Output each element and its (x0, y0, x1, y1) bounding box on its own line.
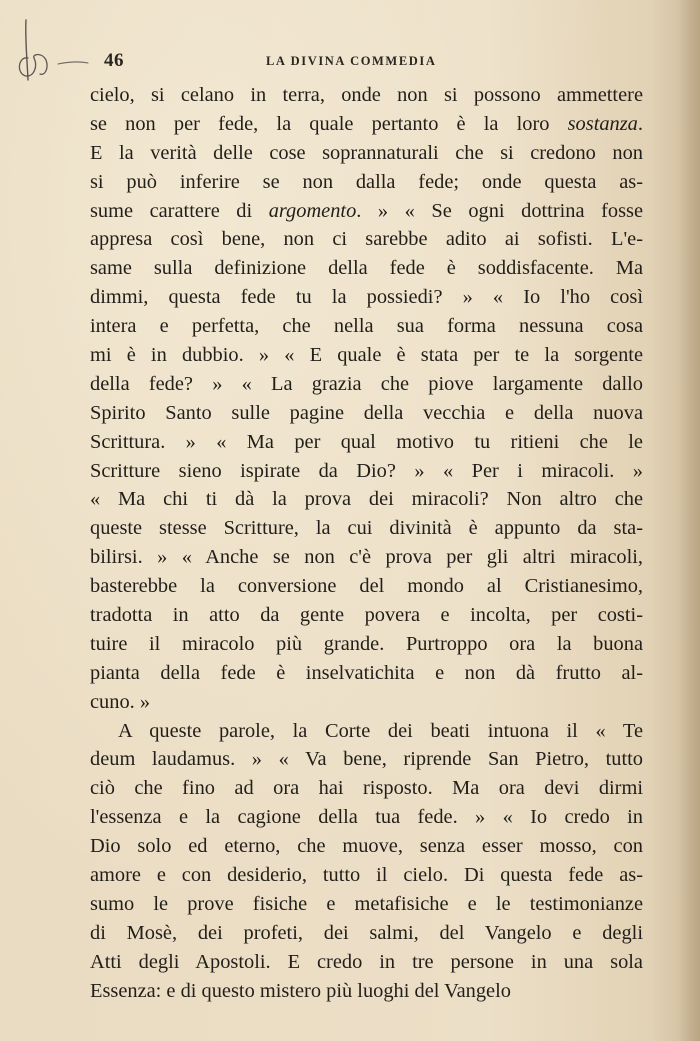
page-number: 46 (104, 50, 124, 71)
text-line: « Ma chi ti dà la prova dei miracoli? Non altro che (90, 488, 643, 511)
text-line: intera e perfetta, che nella sua forma nessuna cosa (90, 315, 643, 338)
running-title: LA DIVINA COMMEDIA (266, 54, 437, 68)
text-line: della fede? » « La grazia che piove largamente dallo (90, 372, 643, 395)
text-line: E la verità delle cose soprannaturali che si credono non (90, 141, 643, 164)
text-line: sumo le prove fisiche e metafisiche e le testimonianze (90, 892, 643, 915)
text-line: ciò che fino ad ora hai risposto. Ma ora devi dirmi (90, 777, 643, 800)
paragraph (90, 81, 643, 717)
text-line: Scritture sieno ispirate da Dio? » « Per i miracoli. » (90, 459, 643, 482)
text-line: basterebbe la conversione del mondo al Cristianesimo, (90, 575, 643, 598)
text-line: cuno. » (90, 690, 151, 713)
text-line: mi è in dubbio. » « E quale è stata per te la sorgente (90, 344, 643, 367)
text-line: Spirito Santo sulle pagine della vecchia e della nuova (90, 401, 643, 424)
text-line: A queste parole, la Corte dei beati intuona il « Te (118, 719, 643, 742)
handwritten-pencil-mark-icon (12, 18, 102, 88)
text-line: di Mosè, dei profeti, dei salmi, del Vangelo e degli (90, 921, 643, 944)
text-line: se non per fede, la quale pertanto è la loro sostanza. (90, 112, 643, 135)
running-header (90, 50, 645, 74)
text-line: tradotta in atto da gente povera e incolta, per costi- (90, 604, 643, 627)
text-line: l'essenza e la cagione della tua fede. » « Io credo in (90, 806, 643, 829)
text-line: Atti degli Apostoli. E credo in tre persone in una sola (90, 950, 643, 973)
text-line: Essenza: e di questo mistero più luoghi del Vangelo (90, 979, 511, 1002)
paragraph (90, 717, 643, 1006)
text-line: same sulla definizione della fede è soddisfacente. Ma (90, 257, 643, 280)
text-line: deum laudamus. » « Va bene, riprende San Pietro, tutto (90, 748, 643, 771)
text-line: bilirsi. » « Anche se non c'è prova per gli altri miracoli, (90, 546, 643, 569)
text-line: pianta della fede è inselvatichita e non dà frutto al- (90, 661, 643, 684)
text-line: appresa così bene, non ci sarebbe adito ai sofisti. L'e- (90, 228, 643, 251)
text-line: queste stesse Scritture, la cui divinità è appunto da sta- (90, 517, 643, 540)
text-line: amore e con desiderio, tutto il cielo. Di questa fede as- (90, 864, 643, 887)
text-line: Dio solo ed eterno, che muove, senza esser mosso, con (90, 835, 643, 858)
text-line: dimmi, questa fede tu la possiedi? » « Io l'ho così (90, 286, 643, 309)
text-line: tuire il miracolo più grande. Purtroppo ora la buona (90, 632, 643, 655)
text-line: cielo, si celano in terra, onde non si possono ammettere (90, 84, 643, 106)
body-text (90, 81, 643, 1006)
page-edge-shadow (678, 0, 700, 1041)
text-line: sume carattere di argomento. » « Se ogni dottrina fosse (90, 199, 643, 222)
text-line: Scrittura. » « Ma per qual motivo tu ritieni che le (90, 430, 643, 453)
text-line: si può inferire se non dalla fede; onde questa as- (90, 170, 643, 193)
